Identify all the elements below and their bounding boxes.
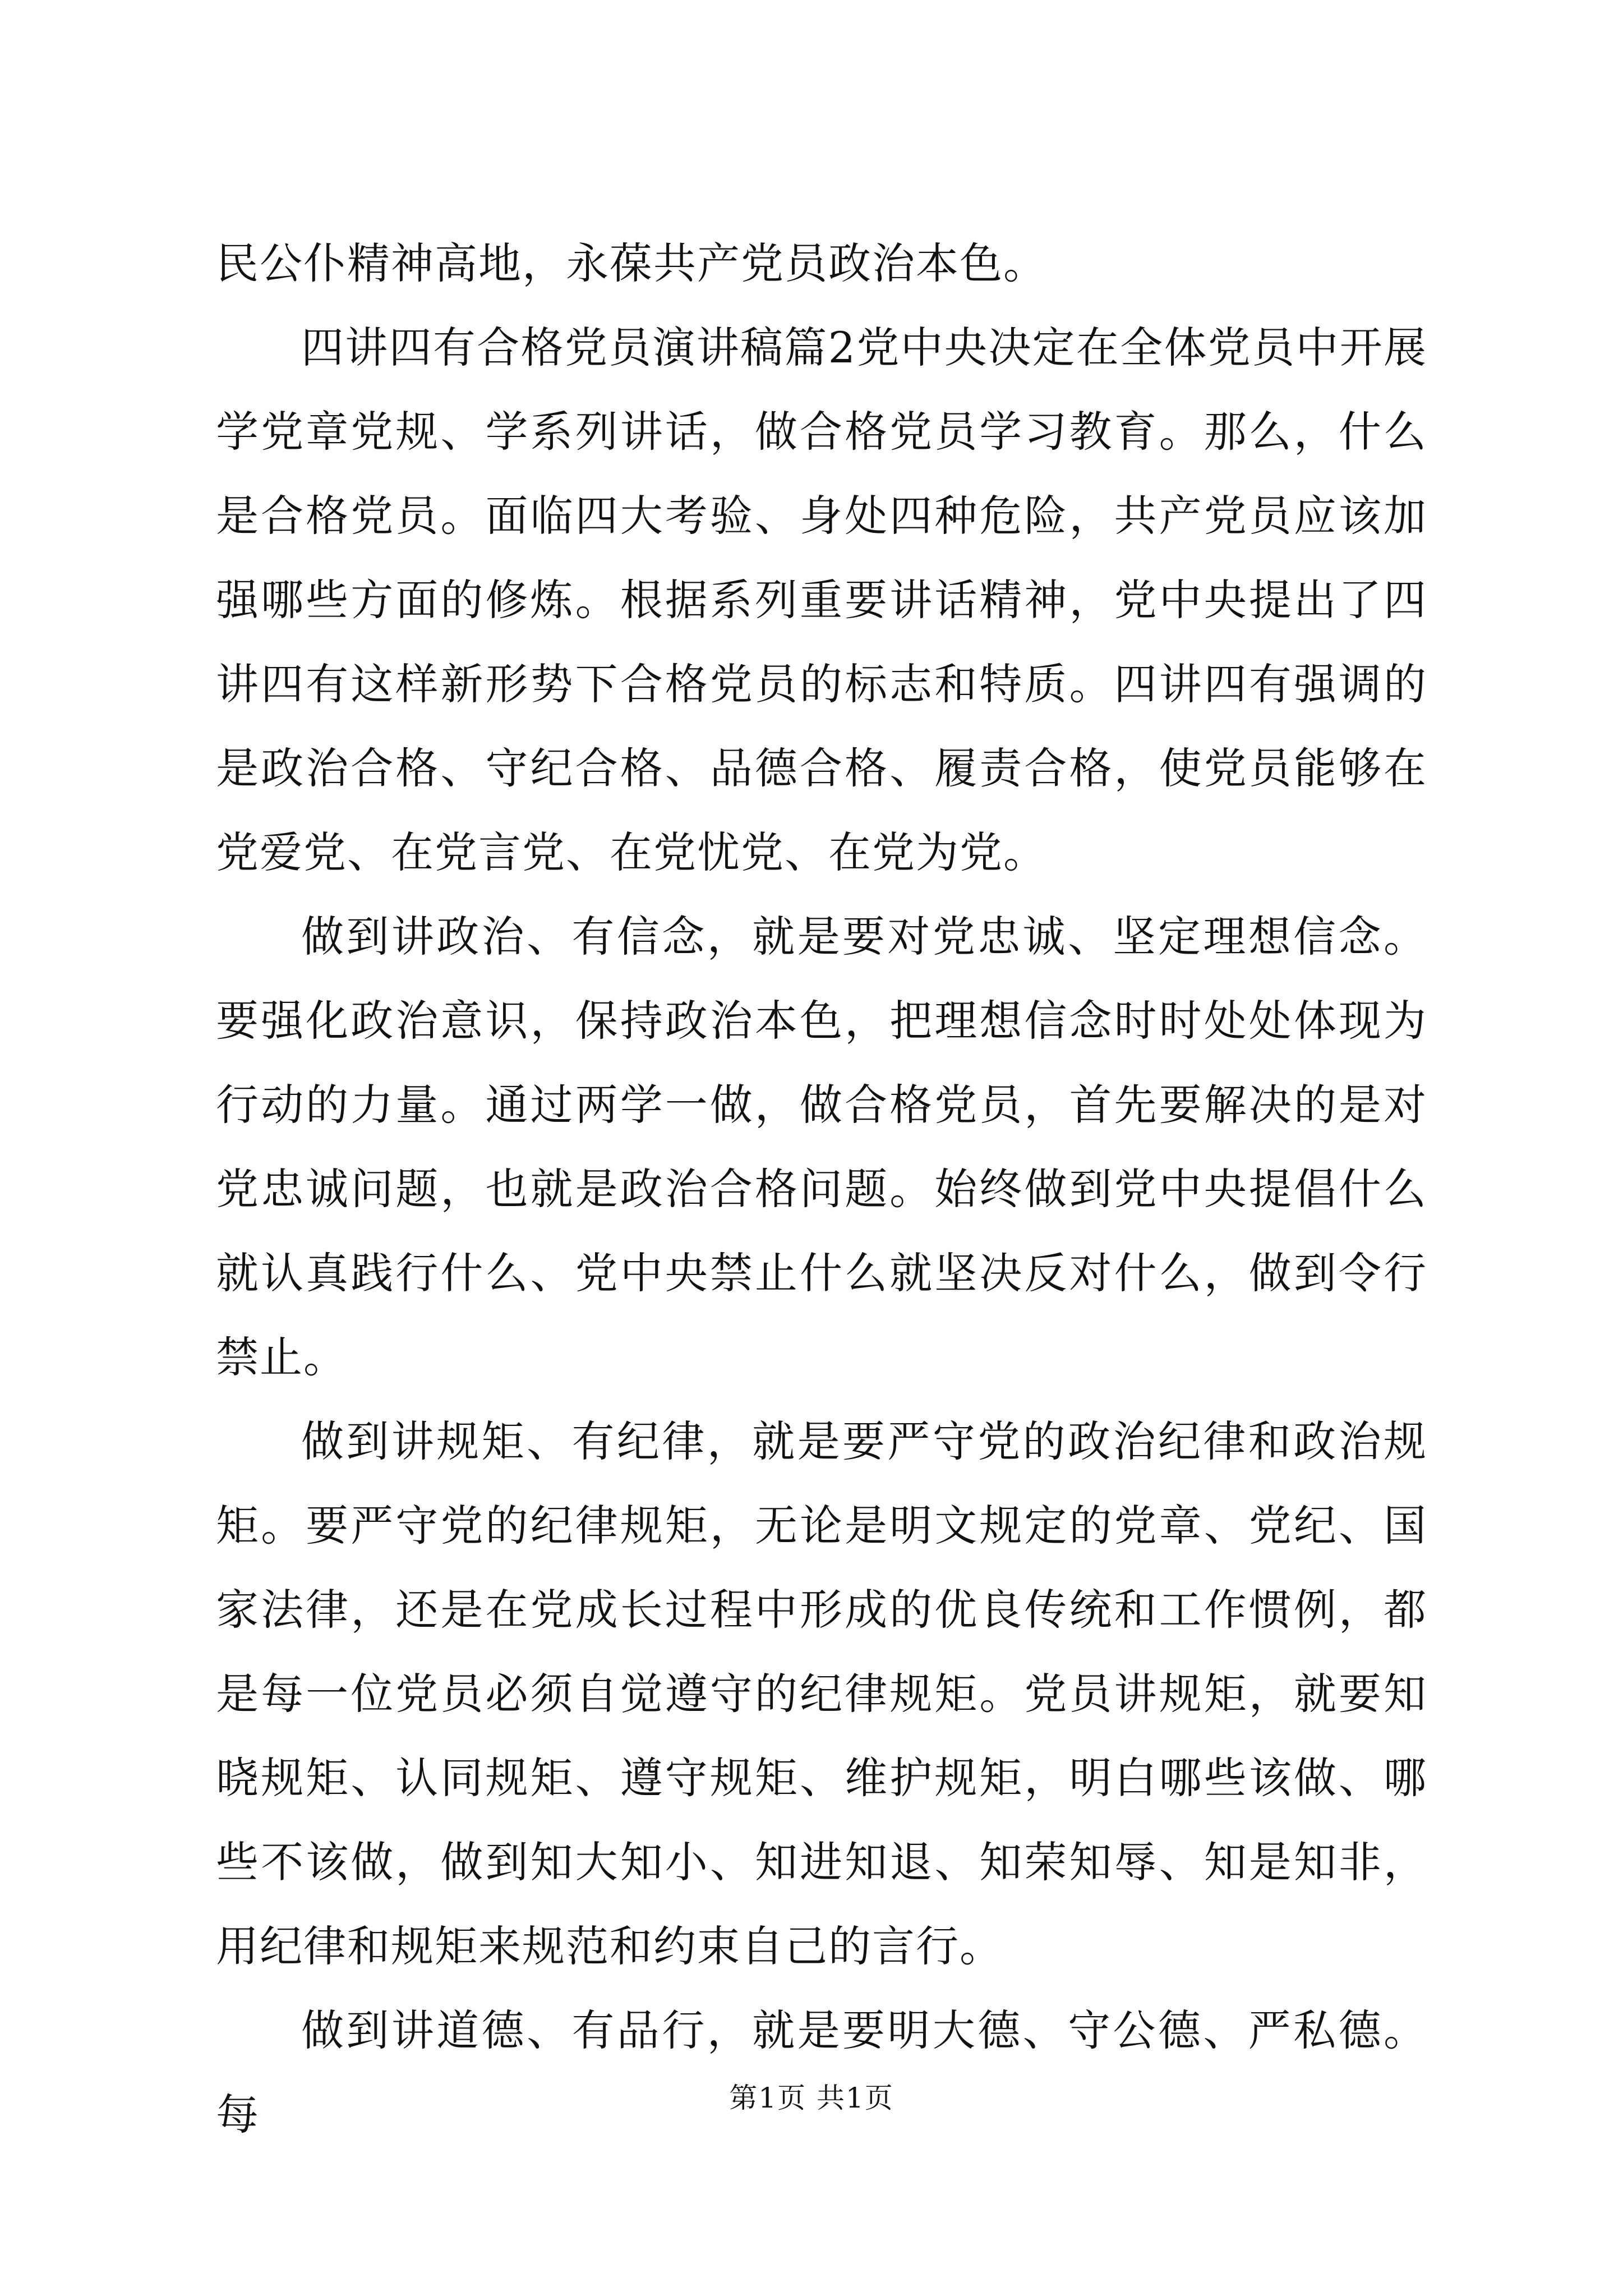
- page-footer: 第1页 共1页: [729, 2082, 894, 2114]
- paragraph-speech-intro: 四讲四有合格党员演讲稿篇2党中央决定在全体党员中开展学党章党规、学系列讲话，做合格党员学习教育。那么，什么是合格党员。面临四大考验、身处四种危险，共产党员应该加强哪些方面的修炼。根据系列重要讲话精神，党中央提出了四讲四有这样新形势下合格党员的标志和特质。四讲四有强调的是政治合格、守纪合格、品德合格、履责合格，使党员能够在党爱党、在党言党、在党忧党、在党为党。: [216, 323, 1427, 877]
- paragraph-continuation: 民公仆精神高地，永葆共产党员政治本色。: [216, 238, 1047, 288]
- paragraph-morality-conduct: 做到讲道德、有品行，就是要明大德、守公德、严私德。每: [216, 2005, 1427, 2139]
- document-body: [216, 222, 1427, 2157]
- paragraph-rules-discipline: 做到讲规矩、有纪律，就是要严守党的政治纪律和政治规矩。要严守党的纪律规矩，无论是明文规定的党章、党纪、国家法律，还是在党成长过程中形成的优良传统和工作惯例，都是每一位党员必须自觉遵守的纪律规矩。党员讲规矩，就要知晓规矩、认同规矩、遵守规矩、维护规矩，明白哪些该做、哪些不该做，做到知大知小、知进知退、知荣知辱、知是知非，用纪律和规矩来规范和约束自己的言行。: [216, 1416, 1427, 1971]
- paragraph-politics-belief: 做到讲政治、有信念，就是要对党忠诚、坚定理想信念。要强化政治意识，保持政治本色，把理想信念时时处处体现为行动的力量。通过两学一做，做合格党员，首先要解决的是对党忠诚问题，也就是政治合格问题。始终做到党中央提倡什么就认真践行什么、党中央禁止什么就坚决反对什么，做到令行禁止。: [216, 912, 1427, 1382]
